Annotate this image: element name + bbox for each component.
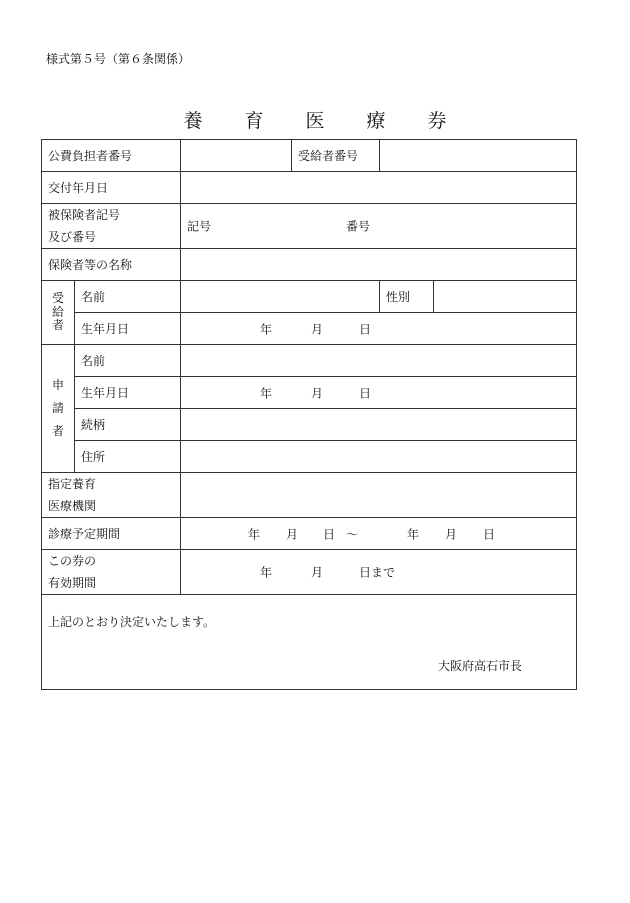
validity-label-line1: この券の bbox=[48, 554, 97, 568]
public-payer-field[interactable] bbox=[181, 140, 292, 172]
recipient-number-label: 受給者番号 bbox=[292, 140, 380, 172]
sex-field[interactable] bbox=[434, 281, 577, 313]
day-unit: 日 bbox=[359, 386, 372, 400]
table-row bbox=[42, 550, 577, 595]
applicant-group-char: 申 bbox=[51, 378, 64, 393]
institution-label-line2: 医療機関 bbox=[48, 499, 97, 513]
period-tilde: ～ bbox=[346, 527, 359, 541]
table-row bbox=[42, 473, 577, 518]
symbol-label: 記号 bbox=[187, 219, 212, 234]
month-unit: 月 bbox=[286, 527, 299, 541]
day-unit: 日 bbox=[323, 527, 336, 541]
title-char: 券 bbox=[427, 110, 447, 132]
validity-label bbox=[42, 550, 181, 595]
table-row bbox=[42, 345, 577, 377]
table-row bbox=[42, 313, 577, 345]
period-field[interactable] bbox=[181, 518, 577, 550]
table-row bbox=[42, 409, 577, 441]
insured-symbol-field[interactable] bbox=[181, 204, 577, 249]
institution-label bbox=[42, 473, 181, 518]
recipient-name-field[interactable] bbox=[181, 281, 380, 313]
recipient-birth-field[interactable] bbox=[181, 313, 577, 345]
month-unit: 月 bbox=[311, 386, 324, 400]
table-row bbox=[42, 281, 577, 313]
relation-label: 続柄 bbox=[75, 409, 181, 441]
applicant-group-char: 者 bbox=[51, 423, 64, 438]
day-unit: 日 bbox=[483, 527, 496, 541]
insured-symbol-label-line1: 被保険者記号 bbox=[48, 208, 121, 222]
title-char: 育 bbox=[244, 110, 264, 132]
until-label: 日まで bbox=[359, 565, 396, 580]
issue-date-field[interactable] bbox=[181, 172, 577, 204]
year-unit: 年 bbox=[260, 322, 273, 336]
table-row bbox=[42, 204, 577, 249]
issuer-name: 大阪府高石市長 bbox=[438, 659, 523, 673]
applicant-group-char: 請 bbox=[51, 401, 64, 416]
insured-symbol-label bbox=[42, 204, 181, 249]
title-char: 療 bbox=[366, 110, 386, 132]
table-row bbox=[42, 140, 577, 172]
title-char: 養 bbox=[183, 110, 203, 132]
medical-voucher-form bbox=[41, 139, 577, 690]
issue-date-label: 交付年月日 bbox=[42, 172, 181, 204]
table-row bbox=[42, 595, 577, 690]
recipient-group-char: 者 bbox=[51, 318, 64, 333]
year-unit: 年 bbox=[260, 565, 273, 580]
validity-field[interactable] bbox=[181, 550, 577, 595]
sex-label: 性別 bbox=[380, 281, 434, 313]
recipient-birth-label: 生年月日 bbox=[75, 313, 181, 345]
insurer-name-field[interactable] bbox=[181, 249, 577, 281]
decision-notice: 上記のとおり決定いたします。 bbox=[48, 615, 216, 629]
year-unit: 年 bbox=[260, 386, 273, 400]
recipient-number-field[interactable] bbox=[380, 140, 577, 172]
document-title bbox=[0, 106, 630, 133]
applicant-name-field[interactable] bbox=[181, 345, 577, 377]
form-number: 様式第５号（第６条関係） bbox=[46, 52, 191, 66]
applicant-group-label bbox=[42, 345, 75, 473]
year-unit: 年 bbox=[407, 527, 420, 541]
recipient-group-char: 給 bbox=[51, 304, 64, 319]
table-row bbox=[42, 441, 577, 473]
notice-cell bbox=[42, 595, 577, 690]
recipient-name-label: 名前 bbox=[75, 281, 181, 313]
applicant-birth-field[interactable] bbox=[181, 377, 577, 409]
number-label: 番号 bbox=[346, 219, 371, 234]
table-row bbox=[42, 518, 577, 550]
day-unit: 日 bbox=[359, 322, 372, 336]
institution-label-line1: 指定養育 bbox=[48, 477, 97, 491]
table-row bbox=[42, 249, 577, 281]
table-row bbox=[42, 377, 577, 409]
public-payer-label: 公費負担者番号 bbox=[42, 140, 181, 172]
table-row bbox=[42, 172, 577, 204]
insurer-name-label: 保険者等の名称 bbox=[42, 249, 181, 281]
recipient-group-label bbox=[42, 281, 75, 345]
year-unit: 年 bbox=[248, 527, 261, 541]
month-unit: 月 bbox=[311, 322, 324, 336]
month-unit: 月 bbox=[445, 527, 458, 541]
applicant-birth-label: 生年月日 bbox=[75, 377, 181, 409]
title-char: 医 bbox=[305, 110, 325, 132]
month-unit: 月 bbox=[311, 565, 324, 580]
recipient-group-char: 受 bbox=[51, 290, 64, 305]
institution-field[interactable] bbox=[181, 473, 577, 518]
applicant-name-label: 名前 bbox=[75, 345, 181, 377]
relation-field[interactable] bbox=[181, 409, 577, 441]
address-label: 住所 bbox=[75, 441, 181, 473]
validity-label-line2: 有効期間 bbox=[48, 576, 97, 590]
insured-symbol-label-line2: 及び番号 bbox=[48, 230, 97, 244]
address-field[interactable] bbox=[181, 441, 577, 473]
period-label: 診療予定期間 bbox=[42, 518, 181, 550]
